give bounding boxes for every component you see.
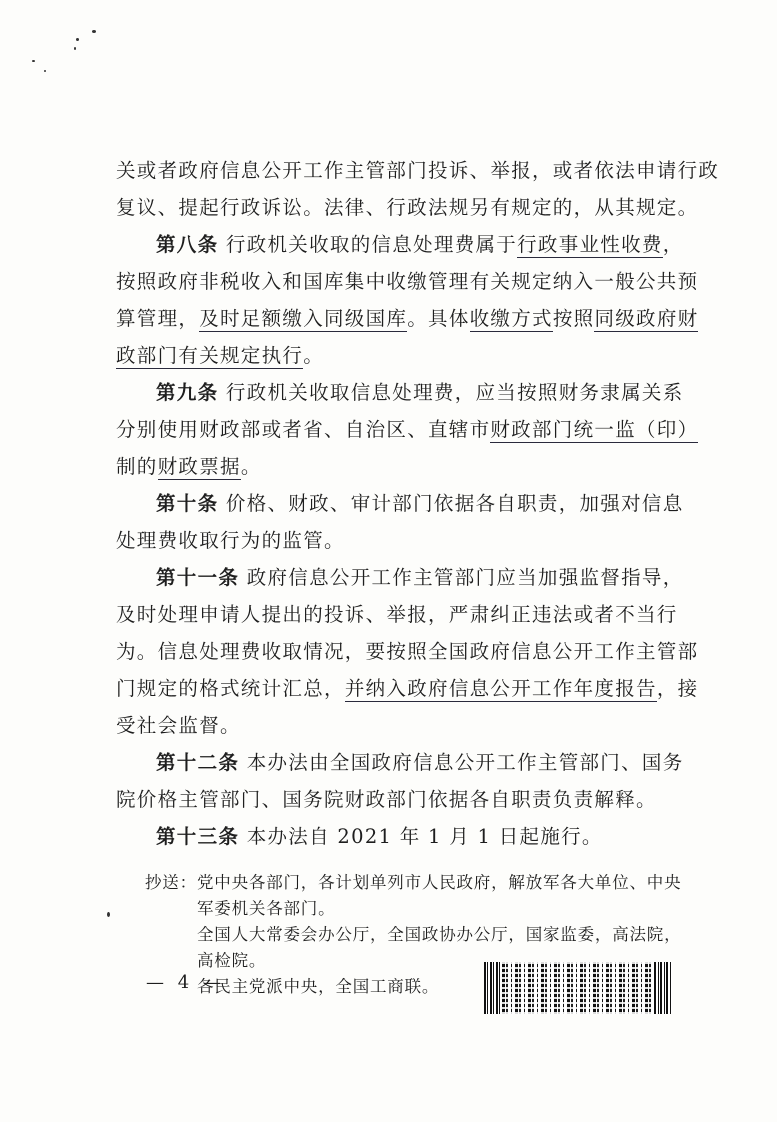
underlined-text: 政部门有关规定执行 [116, 344, 304, 367]
article-11-text: 门规定的格式统计汇总， [116, 677, 345, 700]
article-8-line-3 [116, 307, 699, 331]
article-13-line-1 [156, 825, 676, 849]
underlined-text: 并纳入政府信息公开工作年度报告 [344, 677, 657, 700]
article-10-line-1 [156, 492, 684, 516]
article-8-text: 算管理， [116, 307, 200, 330]
barcode-pattern [502, 962, 654, 1014]
article-13-heading: 第十三条 [156, 825, 240, 848]
underlined-text: 收缴方式 [469, 307, 553, 330]
page-number: — 4 — [146, 972, 225, 993]
scan-speck [107, 912, 110, 917]
underlined-text: 同级政府财 [594, 307, 699, 330]
article-11-text: 政府信息公开工作主管部门应当加强监督指导， [246, 566, 684, 589]
cc-line: 党中央各部门，各计划单列市人民政府，解放军各大单位、中央 [197, 873, 682, 892]
article-11-line-5: 受社会监督。 [116, 714, 241, 737]
article-11-line-2: 及时处理申请人提出的投诉、举报，严肃纠正违法或者不当行 [116, 603, 678, 626]
article-12-text: 本办法由全国政府信息公开工作主管部门、国务 [246, 751, 684, 774]
article-9-text: 。 [240, 455, 262, 478]
article-11-heading: 第十一条 [156, 566, 240, 589]
underlined-text: 财政票据 [157, 455, 241, 478]
article-9-line-3 [116, 455, 676, 479]
article-8-text: 。具体 [407, 307, 470, 330]
cc-line: 高检院。 [197, 951, 267, 970]
article-9-heading: 第九条 [156, 381, 219, 404]
cc-line: 各民主党派中央，全国工商联。 [197, 977, 440, 996]
article-12-line-2: 院价格主管部门、国务院财政部门依据各自职责负责解释。 [116, 788, 657, 811]
article-11-line-4 [116, 677, 699, 701]
article-8-heading: 第八条 [156, 233, 219, 256]
article-11-line-1 [156, 566, 684, 590]
article-11-text: ，接 [656, 677, 699, 700]
scan-speck [32, 60, 35, 62]
scan-speck [76, 38, 79, 41]
article-10-heading: 第十条 [156, 492, 219, 515]
article-9-text: 行政机关收取信息处理费，应当按照财务隶属关系 [225, 381, 684, 404]
article-9-text: 分别使用财政部或者省、自治区、直辖市 [116, 418, 491, 441]
barcode-icon [484, 962, 672, 1014]
cc-line: 军委机关各部门。 [197, 899, 336, 918]
barcode-left-stripe [484, 962, 502, 1014]
article-8-text: 按照 [552, 307, 595, 330]
body-line: 复议、提起行政诉讼。法律、行政法规另有规定的，从其规定。 [116, 196, 699, 219]
article-8-line-4 [116, 344, 676, 368]
article-12-heading: 第十二条 [156, 751, 240, 774]
underlined-text: 及时足额缴入同级国库 [199, 307, 408, 330]
article-10-text: 价格、财政、审计部门依据各自职责，加强对信息 [225, 492, 684, 515]
scan-speck [92, 30, 96, 33]
barcode-right-stripe [654, 962, 672, 1014]
article-9-line-2 [116, 418, 699, 442]
article-11-line-3: 为。信息处理费收取情况，要按照全国政府信息公开工作主管部 [116, 640, 699, 663]
article-8-text: 。 [303, 344, 325, 367]
article-9-line-1 [156, 381, 684, 405]
scan-speck [74, 47, 76, 50]
article-8-line-2: 按照政府非税收入和国库集中收缴管理有关规定纳入一般公共预 [116, 270, 699, 293]
article-10-line-2: 处理费收取行为的监管。 [116, 529, 345, 552]
scan-speck [44, 70, 46, 72]
underlined-text: 财政部门统一监（印） [490, 418, 699, 441]
cc-line: 全国人大常委会办公厅，全国政协办公厅，国家监委，高法院， [197, 925, 682, 944]
article-8-text: ， [662, 233, 684, 256]
article-12-line-1 [156, 751, 684, 775]
article-8-line-1 [156, 233, 684, 257]
article-8-text: 行政机关收取的信息处理费属于 [225, 233, 518, 256]
article-13-text: 本办法自 2021 年 1 月 1 日起施行。 [246, 825, 603, 848]
underlined-text: 行政事业性收费 [517, 233, 663, 256]
cc-label: 抄送： [145, 873, 197, 892]
article-9-text: 制的 [116, 455, 158, 478]
body-line: 关或者政府信息公开工作主管部门投诉、举报，或者依法申请行政 [116, 159, 720, 182]
